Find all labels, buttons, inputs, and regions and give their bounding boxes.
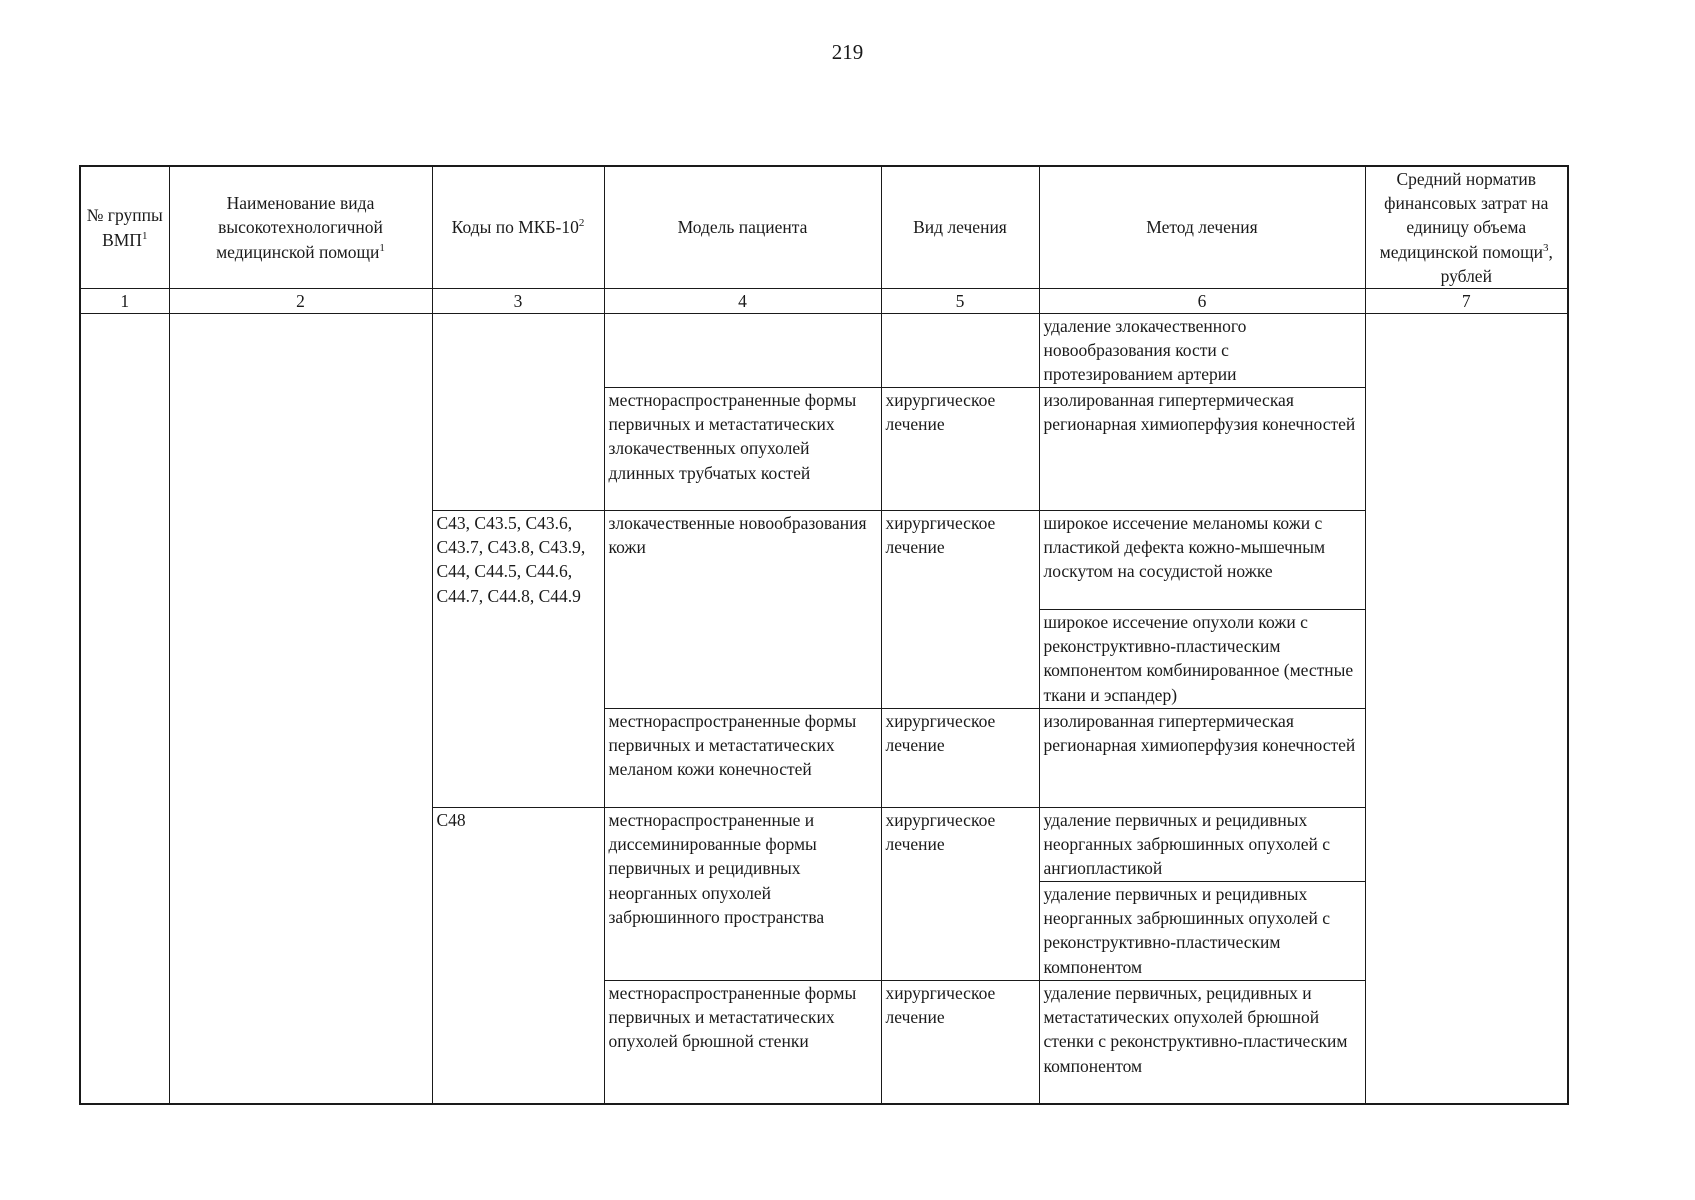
column-number: 6 — [1039, 289, 1365, 314]
treatment-method-cell: изолированная гипертермическая регионарная химиоперфузия конечностей — [1039, 709, 1365, 808]
column-number: 3 — [432, 289, 604, 314]
treatment-type-cell: хирургическое лечение — [881, 709, 1039, 808]
header-care-type-name: Наименование вида высокотехнологичной медицинской помощи$^1$ — [169, 166, 432, 289]
treatment-method-cell: удаление первичных, рецидивных и метастатических опухолей брюшной стенки с реконструктивно-пластическим компонентом — [1039, 981, 1365, 1105]
icd-codes-cell: C43, C43.5, C43.6, C43.7, C43.8, C43.9, C44, C44.5, C44.6, C44.7, C44.8, C44.9 — [432, 511, 604, 808]
treatment-type-cell: хирургическое лечение — [881, 388, 1039, 511]
patient-model-cell — [604, 314, 881, 388]
treatment-method-cell: изолированная гипертермическая регионарная химиоперфузия конечностей — [1039, 388, 1365, 511]
care-type-name-cell — [169, 314, 432, 1105]
header-treatment-method: Метод лечения — [1039, 166, 1365, 289]
treatment-method-cell: удаление первичных и рецидивных неорганных забрюшинных опухолей с реконструктивно-пластическим компонентом — [1039, 882, 1365, 981]
header-patient-model: Модель пациента — [604, 166, 881, 289]
treatment-type-cell — [881, 314, 1039, 388]
column-number: 5 — [881, 289, 1039, 314]
page-number: 219 — [831, 40, 864, 64]
treatment-type-cell: хирургическое лечение — [881, 981, 1039, 1105]
group-number-cell — [80, 314, 169, 1105]
header-group-number: № группы ВМП$^1$ — [80, 166, 169, 289]
header-icd-codes: Коды по МКБ-$10^2$ — [432, 166, 604, 289]
medical-care-table — [79, 165, 1569, 1105]
patient-model-cell: местнораспространенные формы первичных и метастатических меланом кожи конечностей — [604, 709, 881, 808]
icd-codes-cell — [432, 314, 604, 511]
treatment-type-cell: хирургическое лечение — [881, 511, 1039, 709]
treatment-type-cell: хирургическое лечение — [881, 808, 1039, 981]
header-row — [80, 166, 1568, 289]
patient-model-cell: местнораспространенные формы первичных и метастатических злокачественных опухолей длинных трубчатых костей — [604, 388, 881, 511]
column-number: 2 — [169, 289, 432, 314]
patient-model-cell: местнораспространенные формы первичных и метастатических опухолей брюшной стенки — [604, 981, 881, 1105]
icd-codes-cell: C48 — [432, 808, 604, 1105]
treatment-method-cell: широкое иссечение меланомы кожи с пластикой дефекта кожно-мышечным лоскутом на сосудистой ножке — [1039, 511, 1365, 610]
patient-model-cell: злокачественные новообразования кожи — [604, 511, 881, 709]
patient-model-cell: местнораспространенные и диссеминированные формы первичных и рецидивных неорганных опухолей забрюшинного пространства — [604, 808, 881, 981]
treatment-method-cell: удаление злокачественного новообразования кости с протезированием артерии — [1039, 314, 1365, 388]
column-number: 1 — [80, 289, 169, 314]
column-number-row — [80, 289, 1568, 314]
treatment-method-cell: удаление первичных и рецидивных неорганных забрюшинных опухолей с ангиопластикой — [1039, 808, 1365, 882]
header-cost-standard: Средний норматив финансовых затрат на единицу объема медицинской помощи$^3$, рублей — [1365, 166, 1568, 289]
column-number: 4 — [604, 289, 881, 314]
header-treatment-type: Вид лечения — [881, 166, 1039, 289]
table-row — [80, 314, 1568, 388]
column-number: 7 — [1365, 289, 1568, 314]
cost-standard-cell — [1365, 314, 1568, 1105]
treatment-method-cell: широкое иссечение опухоли кожи с реконструктивно-пластическим компонентом комбинированное (местные ткани и эспандер) — [1039, 610, 1365, 709]
